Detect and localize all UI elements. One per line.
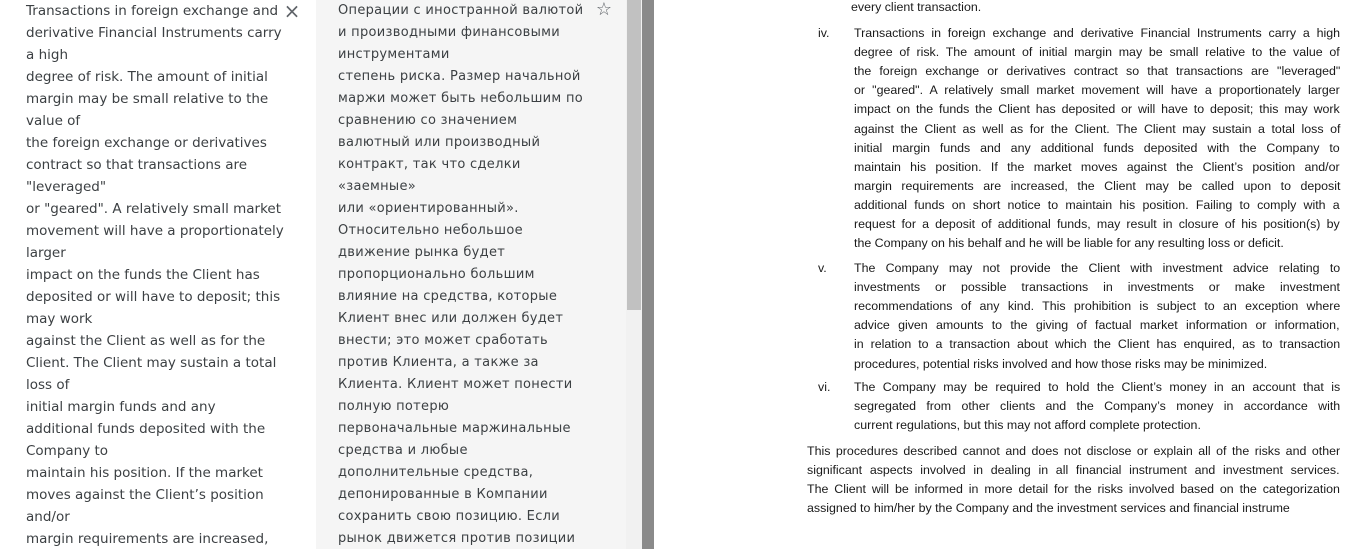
source-line[interactable]: value of (26, 113, 81, 129)
translated-line: степень риска. Размер начальной (338, 69, 581, 84)
document-line: The Company may be required to hold the Client’s money in an account that is (854, 380, 1341, 394)
document-line: the foreign exchange or derivatives contract so that transactions are "leveraged" (854, 64, 1341, 79)
source-line[interactable]: deposited or will have to deposit; this (26, 289, 281, 305)
translated-line: полную потерю (338, 399, 450, 414)
translated-line: инструментами (338, 47, 450, 62)
translated-line: сравнению со значением (338, 113, 518, 128)
list-marker: vi. (818, 380, 831, 394)
translated-line: первоначальные маржинальные (338, 421, 571, 436)
document-line: significant aspects involved in dealing in all financial instrument and investment services. (807, 463, 1340, 478)
list-marker: iv. (818, 26, 830, 40)
source-line[interactable]: impact on the funds the Client has (26, 267, 260, 283)
close-icon[interactable]: × (283, 0, 301, 23)
document-line: segregated from other clients and the Company’s money in accordance with (854, 399, 1341, 414)
document-line: initial margin funds and any additional funds deposited with the Company to (854, 140, 1340, 155)
document-line: This procedures described cannot and does not disclose or explain all of the risks and other (807, 444, 1341, 458)
source-line[interactable]: or "geared". A relatively small market (26, 201, 282, 217)
document-line: the Company on his behalf and he will be liable for any resulting loss or deficit. (854, 236, 1284, 251)
source-line[interactable]: movement will have a proportionately (26, 223, 284, 239)
document-line: procedures, potential risks involved and how those risks may be minimized. (854, 356, 1268, 371)
source-text-panel[interactable] (0, 0, 316, 549)
source-line[interactable]: loss of (26, 377, 70, 393)
document-line: impact on the funds the Client has deposited or will have to deposit; this may work (854, 102, 1340, 117)
translated-line: пропорционально большим (338, 267, 535, 282)
source-line[interactable]: degree of risk. The amount of initial (26, 69, 268, 85)
source-line[interactable]: a high (26, 47, 68, 63)
translated-line: рынок движется против позиции (338, 531, 576, 546)
translated-line: Относительно небольшое (338, 223, 523, 238)
translated-line: и производными финансовыми (338, 25, 561, 40)
translated-line: контракт, так что сделки (338, 157, 521, 172)
translated-line: движение рынка будет (338, 245, 506, 260)
source-line[interactable]: moves against the Client’s position (26, 487, 264, 503)
document-line: every client transaction. (851, 0, 982, 14)
source-line[interactable]: Company to (26, 443, 109, 459)
source-line[interactable]: Client. The Client may sustain a total (26, 355, 277, 371)
source-line[interactable]: against the Client as well as for the (26, 333, 266, 349)
source-line[interactable]: margin requirements are increased, (26, 531, 269, 547)
document-line: The Company may not provide the Client with investment advice relating to (854, 261, 1341, 275)
translated-line: Операции с иностранной валютой (338, 3, 584, 18)
source-line[interactable]: maintain his position. If the market (26, 465, 263, 481)
translated-line: влияние на средства, которые (338, 289, 558, 304)
translated-line: «заемные» (338, 179, 417, 194)
source-line[interactable]: the foreign exchange or derivatives (26, 135, 267, 151)
translated-line: маржи может быть небольшим по (338, 91, 584, 106)
source-line[interactable]: and/or (26, 509, 70, 525)
document-line: maintain his position. If the market moves against the Client’s position and/or (854, 159, 1340, 174)
translated-line: внести; это может сработать (338, 333, 549, 348)
list-marker: v. (818, 261, 827, 275)
translated-line: против Клиента, а также за (338, 355, 539, 370)
document-line: investments or possible transactions in investments or make investment (854, 280, 1340, 295)
document-line: additional funds on short notice to maintain his position. Failing to comply with a (854, 197, 1340, 212)
document-line: in relation to a transaction about which the Client has enquired, as to transaction (854, 337, 1341, 352)
translation-panel (316, 0, 626, 549)
source-line[interactable]: derivative Financial Instruments carry (26, 25, 282, 41)
source-line[interactable]: may work (26, 311, 93, 327)
document-line: request for a deposit of additional funds, may result in closure of his position(s) by (854, 217, 1340, 231)
translated-line: Клиента. Клиент может понести (338, 377, 573, 392)
document-page (654, 0, 1366, 549)
translated-line: Клиент внес или должен будет (338, 311, 564, 326)
document-line: margin requirements are increased, the Client may be called upon to deposit (854, 178, 1341, 193)
document-line: current regulations, but this may not afford complete protection. (854, 418, 1201, 433)
document-line: recommendations of any kind. This prohibition is subject to an exception where (854, 299, 1341, 314)
window-divider (642, 0, 654, 549)
source-line[interactable]: larger (26, 245, 66, 261)
translated-line: дополнительные средства, (338, 465, 534, 480)
document-line: or "geared". A relatively small market movement will have a proportionately larger (854, 83, 1340, 98)
source-line[interactable]: margin may be small relative to the (26, 91, 269, 107)
source-line[interactable]: "leveraged" (26, 179, 107, 195)
star-icon[interactable]: ☆ (595, 0, 613, 20)
scrollbar-thumb[interactable] (627, 0, 641, 310)
translated-line: депонированные в Компании (338, 487, 548, 502)
document-line: advice given amounts to the giving of factual market information or information, (854, 318, 1340, 333)
source-line[interactable]: Transactions in foreign exchange and (26, 3, 279, 19)
document-line: against the Client as well as for the Client. The Client may sustain a total loss of (854, 121, 1341, 136)
translated-line: валютный или производный (338, 135, 541, 150)
document-line: assigned to him/her by the Company and the investment services and financial instrume (807, 501, 1290, 516)
translated-line: средства и любые (338, 443, 468, 458)
source-line[interactable]: additional funds deposited with the (26, 421, 266, 437)
document-line: The Client will be informed in more detail for the risks involved based on the categorization (807, 482, 1340, 497)
source-line[interactable]: initial margin funds and any (26, 399, 216, 415)
translated-line: или «ориентированный». (338, 201, 519, 216)
translated-line: сохранить свою позицию. Если (338, 509, 561, 524)
source-line[interactable]: contract so that transactions are (26, 157, 248, 173)
translation-scrollbar[interactable] (626, 0, 642, 549)
document-line: degree of risk. The amount of initial margin may be small relative to the value of (854, 45, 1340, 60)
document-line: Transactions in foreign exchange and derivative Financial Instruments carry a high (854, 26, 1341, 40)
